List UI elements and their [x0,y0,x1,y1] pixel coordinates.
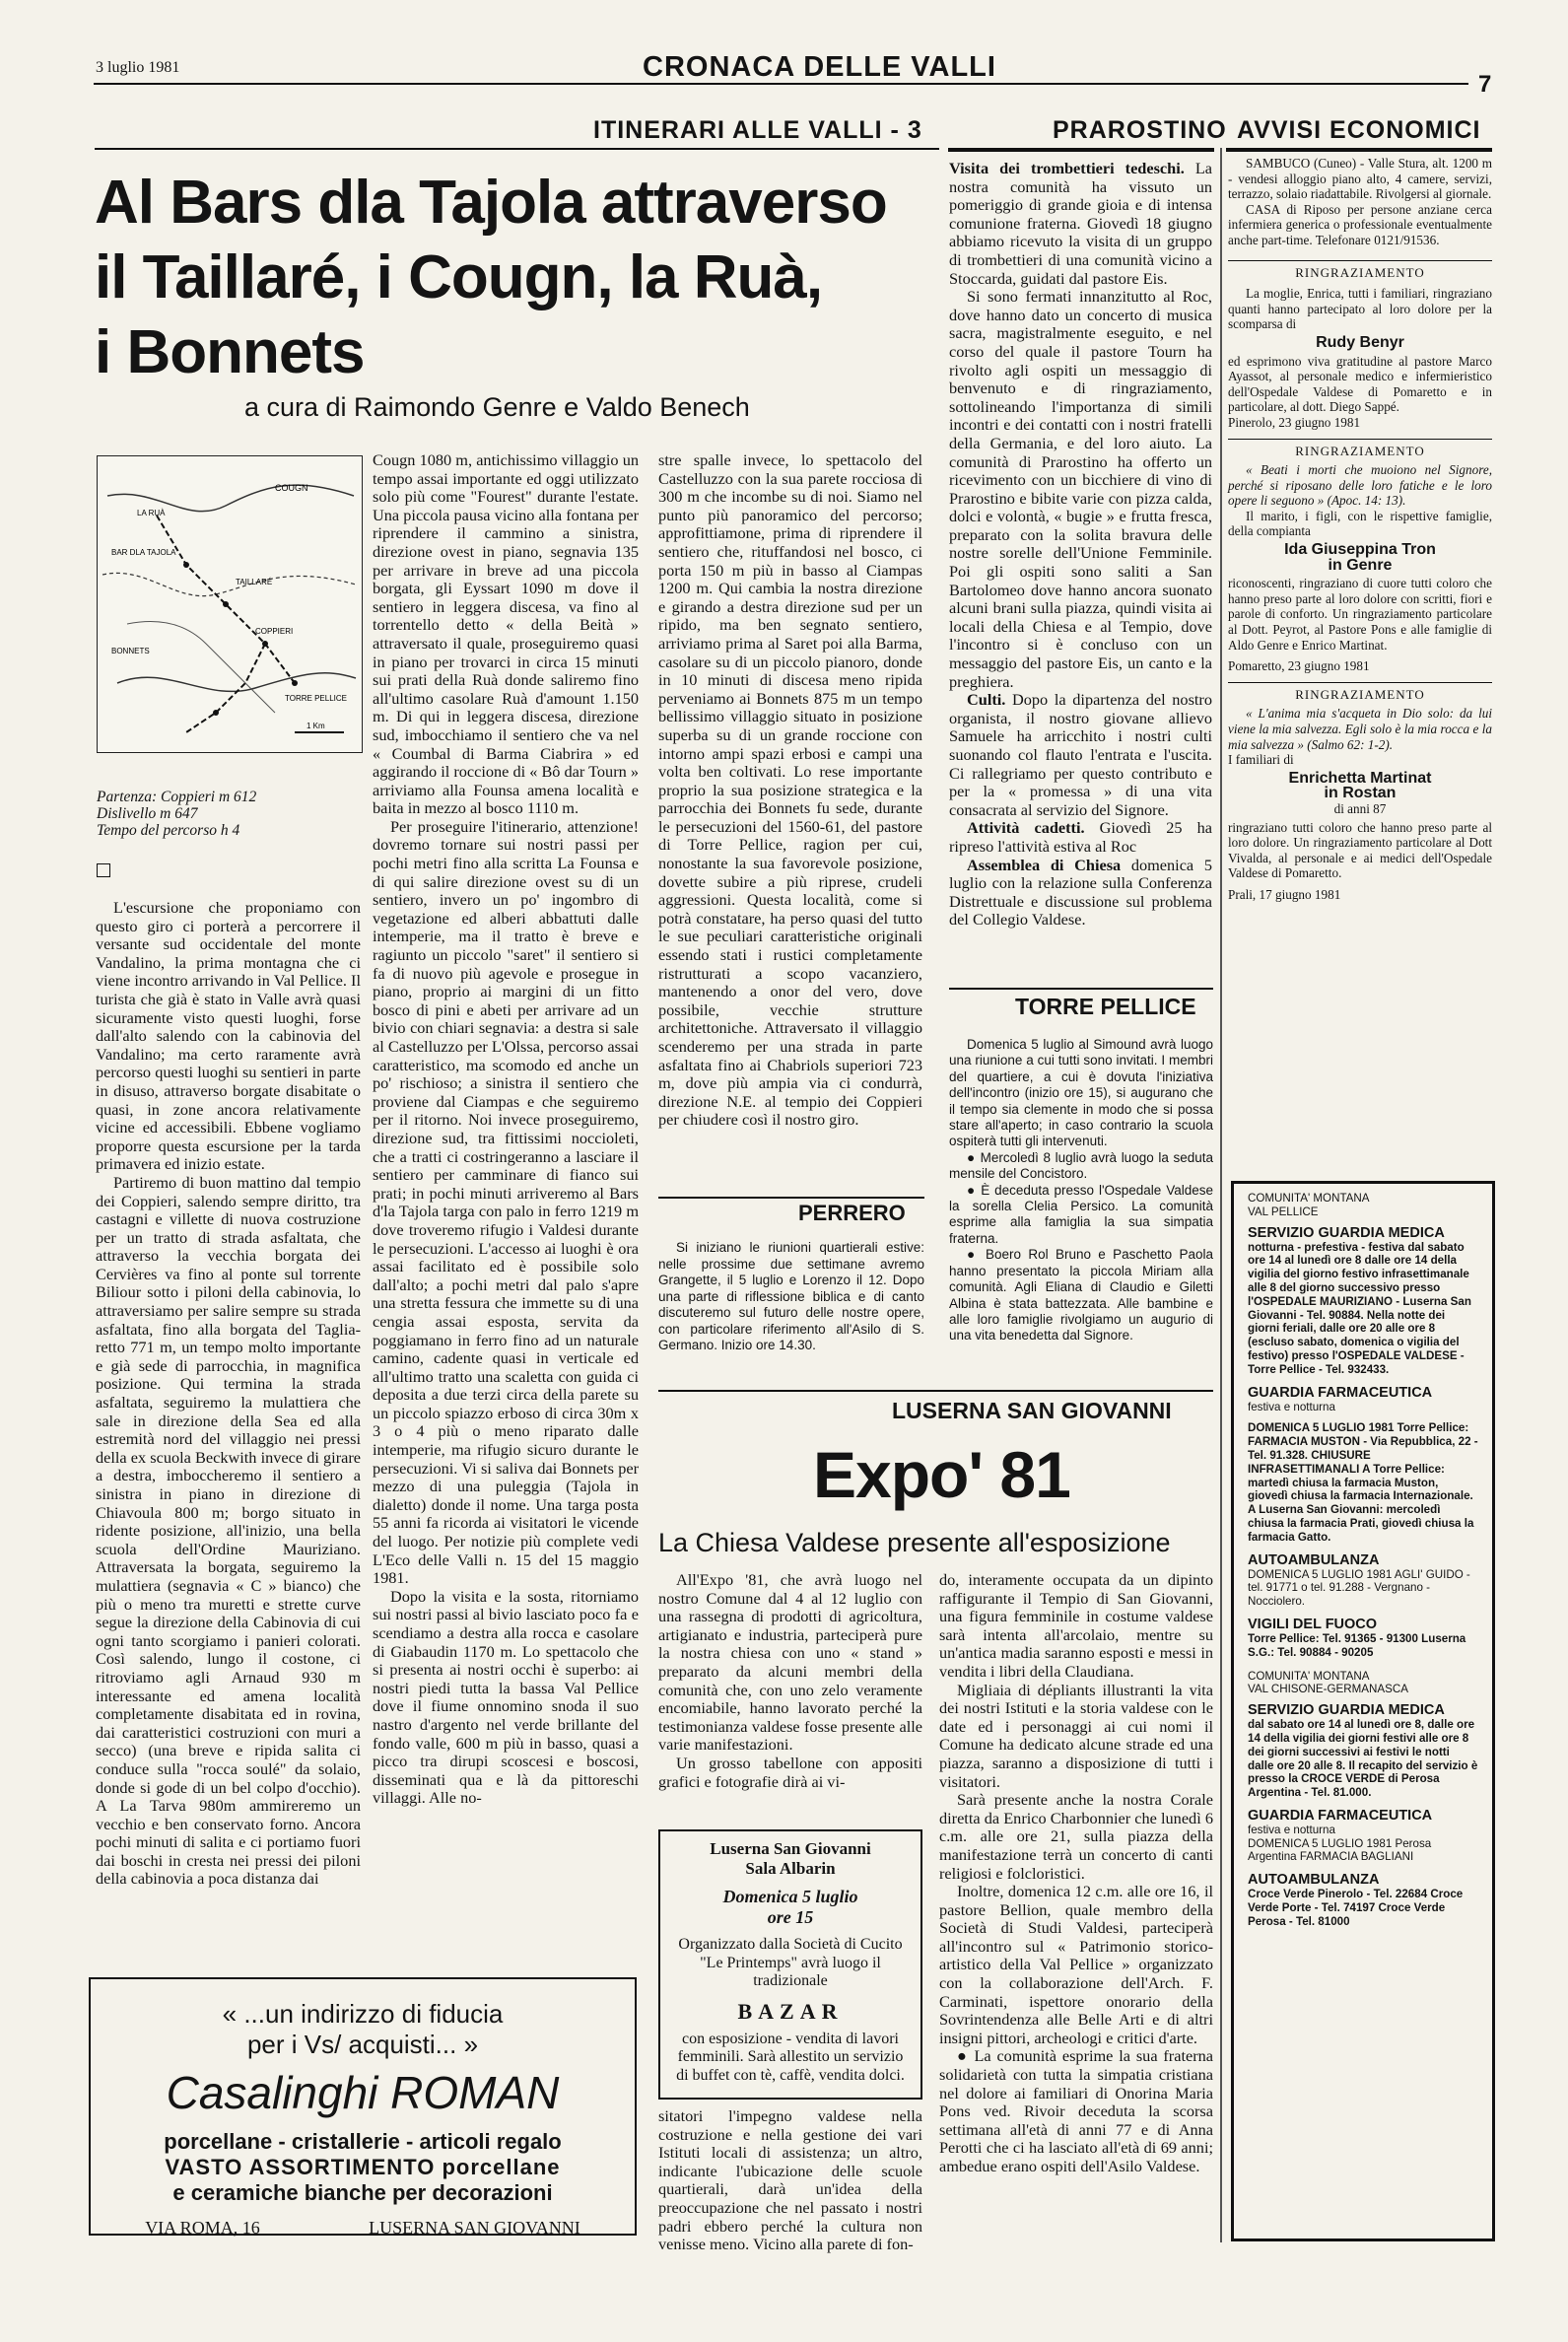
map-label: 1 Km [307,722,325,730]
service-body: Torre Pellice: Tel. 91365 - 91300 Luserna S.G.: Tel. 90884 - 90205 [1248,1631,1466,1659]
expo-column-2 [939,1571,1213,2241]
article-title-line: i Bonnets [95,318,365,386]
service-body: DOMENICA 5 LUGLIO 1981 Perosa Argentina FARMACIA BAGLIANI [1248,1836,1432,1864]
service-body: Croce Verde Pinerolo - Tel. 22684 Croce Verde Porte - Tel. 74197 Croce Verde Perosa - Tel. 81000 [1248,1888,1464,1928]
caption-line: Dislivello m 647 [97,805,198,822]
ad-line: VASTO ASSORTIMENTO porcellane [165,2155,561,2179]
article-column-3 [658,451,922,1201]
ringraziamento-intro: La moglie, Enrica, tutti i familiari, ringraziano quanti hanno partecipato al loro dolore per la scomparsa di [1228,286,1492,332]
route-map-drawing [98,456,362,752]
service-entry [1248,1552,1478,1609]
service-entry [1248,1872,1478,1928]
square-marker-icon [97,863,110,877]
service-title: SERVIZIO GUARDIA MEDICA [1248,1224,1445,1241]
services-inner [1234,1184,1492,1937]
expo-paragraph: sitatori l'impegno valdese nella costruzione e nella gestione dei vari Istituti locali di assistenza; un altro, indicante l'ubicazione delle scuole quartierali, darà un'idea della preoccupazione che nel passato i nostri padri ebbero perché la cultura non venisse meno. Vicino alla parete di fon- [658,2106,922,2254]
ad-tagline [91,1999,635,2060]
prarostino-column [949,160,1212,988]
services-header-line: COMUNITA' MONTANA [1248,1192,1370,1205]
map-label: COPPIERI [255,627,294,636]
expo-paragraph: ● La comunità esprime la sua fraterna solidarietà con tutta la simpatia cristiana nel dolore ai familiari di Onorina Maria Pons ved. Rivoir deceduta la scorsa settimana all'età di anni 77 e di Anna Perotti che ci ha lasciato all'età di 69 anni; ambedue erano ospiti dell'Asilo Valdese. [939,2046,1213,2175]
avviso-ad: CASA di Riposo per persone anziane cerca infermiera generica o professionale eventualmente anche part-time. Telefonare 0121/91536. [1228,201,1492,247]
article-title-line: Al Bars dla Tajola attraverso [95,169,887,237]
bazar-description: con esposizione - vendita di lavori femminili. Sarà allestito un servizio di buffet con tè, caffè, vendita dolci. [676,2030,905,2084]
map-label: TORRE PELLICE [285,694,347,703]
article-paragraph: Cougn 1080 m, antichissimo villaggio un tempo assai importante ed oggi utilizzato solo più come "Fourest" durante l'estate. Una piccola pausa vicino alla fontana per riprendere il cammino a sinistra, direzione ovest in piano, segnavia 135 per arrivare in breve ad una piccola borgata, gli Eyssart 1090 m dove il sentiero in leggera discesa, va fino al torrentello detto « della Beità » attraversato il quale, proseguiremo quasi in piano per trovarci in circa 15 minuti sui prati della Ruà donde saliremo fino all'ultimo casolare Ruà d'amount 1.150 m. Di qui in leggera discesa, direzione sud, imbocchiamo il sentiero che va nel « Coumbal di Barma Ciabrira » ed aggirando il roccione di « Bô dar Tourn » arriviamo alla Founsa amena località e baita in mezzo al bosco 1110 m. [373,450,639,818]
service-title: AUTOAMBULANZA [1248,1872,1380,1889]
deceased-name: Rudy Benyr [1316,333,1404,351]
service-entry [1248,1808,1478,1864]
header-rule-mid [948,148,1214,152]
section-avvisi: AVVISI ECONOMICI [1237,116,1481,144]
para-lead: Attività cadetti. [967,818,1085,838]
ringraziamento-text: ringraziano tutti coloro che hanno preso parte al loro dolore. Un ringraziamento particolare al Dott Vivalda, al personale e ai medici dell'Ospedale Valdese di Pomaretto. [1228,819,1492,881]
service-sub: festiva e notturna [1248,1823,1335,1836]
column-rule [1220,148,1222,2242]
ad-brand: Casalinghi ROMAN [166,2067,560,2118]
bazar-word: BAZAR [737,1998,844,2024]
ad-line: e ceramiche bianche per decorazioni [172,2180,553,2205]
section-itinerari: ITINERARI ALLE VALLI - 3 [593,116,922,144]
service-body: DOMENICA 5 LUGLIO 1981 AGLI' GUIDO - tel. 91771 o tel. 91.288 - Vergnano - Nocciolero. [1248,1567,1470,1609]
prarostino-paragraph [949,857,1212,930]
service-body: DOMENICA 5 LUGLIO 1981 Torre Pellice: FARMACIA MUSTON - Via Repubblica, 22 - Tel. 91.328. CHIUSURE INFRASETTIMANALI A Torre Pellice: martedì chiusa la farmacia Muston, giovedì chiusa la farmacia Internazionale. A Luserna San Giovanni: mercoledì chiusa la farmacia Prati, giovedì chiusa la farmacia Gatto. [1248,1421,1478,1544]
bazar-box [658,1829,922,2100]
service-title: VIGILI DEL FUOCO [1248,1616,1378,1632]
newspaper-name: CRONACA DELLE VALLI [643,51,996,83]
ad-address-row [91,2218,635,2239]
deceased-name: in Genre [1328,556,1393,574]
article-paragraph: Dopo la visita e la sosta, ritorniamo sui nostri passi al bivio lasciato poco fa e scendiamo a destra alla rocca e casolare di Giabaudin 1170 m. Lo spettacolo che si presenta ai nostri occhi è superbo: ai nostri piedi tutta la bassa Val Pellice dove il fiume onnomino snoda il suo nastro d'argento nel verde brillante del fondo valle, 600 m più in basso, quasi a picco tra dirupi scoscesi e boscosi, disseminati qua e là da pittoreschi villaggi. Alle no- [373,1586,639,1808]
expo-title: Expo' 81 [813,1438,1070,1511]
expo-column-1-end [658,2106,922,2254]
avvisi-divider [1228,260,1492,261]
ringraziamento-intro: I familiari di [1228,752,1294,768]
ringraziamento-head: RINGRAZIAMENTO [1295,264,1425,280]
services-box [1231,1181,1495,2241]
service-body: dal sabato ore 14 al lunedì ore 8, dalle ore 14 della vigilia dei giorni festivi alle ore 8 dei giorni successivi ai festivi le notti dalle ore 20 alle 8. Il recapito del servizio è presso la CROCE VERDE di Perosa Argentina - Tel. 81.000. [1248,1718,1478,1800]
map-caption [97,789,256,839]
article-column-2 [373,451,639,1944]
torre-paragraph: ● È deceduta presso l'Ospedale Valdese la sorella Clelia Persico. La comunità esprime alla famiglia la sua simpatia fraterna. [949,1182,1213,1246]
services-header-line: COMUNITA' MONTANA [1248,1669,1370,1683]
ad-tagline-line: per i Vs/ acquisti... » [246,2030,479,2059]
ad-tagline-line: « ...un indirizzo di fiducia [222,1999,504,2029]
service-title: GUARDIA FARMACEUTICA [1248,1384,1433,1401]
prarostino-paragraph [949,819,1212,856]
service-body: notturna - prefestiva - festiva dal sabato ore 14 al lunedì ore 8 dalle ore 14 della vigilia del giorno festivo infrasettimanale alle 8 del giorno successivo presso l'OSPEDALE MAURIZIANO - Luserna San Giovanni - Tel. 90884. Nella notte dei giorni feriali, dalle ore 20 alle ore 8 (escluso sabato, domenica o vigilia del festivo) presso l'OSPEDALE VALDESE - Torre Pellice - Tel. 932433. [1248,1240,1471,1376]
service-entry [1248,1385,1478,1545]
service-sub: festiva e notturna [1248,1400,1335,1413]
route-map [97,455,363,753]
para-text: Giovedì 25 ha ripreso l'attività estiva al Roc [949,818,1213,856]
ringraziamento-intro: Il marito, i figli, con le rispettive famiglie, della compianta [1228,508,1492,539]
bazar-organizer: Organizzato dalla Società di Cucito "Le Printemps" avrà luogo il tradizionale [678,1936,903,1989]
avvisi-divider [1228,439,1492,440]
caption-line: Partenza: Coppieri m 612 [97,789,257,805]
expo-paragraph: Migliaia di dépliants illustranti la vita dei nostri Istituti e la storia valdese con le date ed i personaggi ai cui nomi il Comune ha dedicato alcune strade ed una piazza, saranno a disposizione di tutti i visitatori. [939,1680,1213,1791]
section-luserna: LUSERNA SAN GIOVANNI [892,1398,1172,1423]
para-text: domenica 5 luglio con la relazione sulla Conferenza Distrettuale e discussione sul problema del Collegio Valdese. [949,855,1212,930]
ringraziamento-place: Prali, 17 giugno 1981 [1228,886,1341,902]
avviso-ad: SAMBUCO (Cuneo) - Valle Stura, alt. 1200 m - vendesi alloggio piano alto, 4 camere, servizi, terrazzo, solaio riadattabile. Rivolgersi al giornale. [1228,156,1492,202]
torre-column [949,1037,1213,1382]
service-entry [1248,1702,1478,1800]
deceased-name: Ida Giuseppina Tron [1284,541,1436,559]
expo-subtitle: La Chiesa Valdese presente all'esposizione [658,1528,1171,1557]
expo-column-1 [658,1571,922,1824]
torre-paragraph: ● Mercoledì 8 luglio avrà luogo la seduta mensile del Concistoro. [949,1149,1213,1182]
bazar-place [660,1839,920,1879]
ad-city: LUSERNA SAN GIOVANNI [369,2218,580,2238]
bazar-line: Sala Albarin [745,1859,836,1878]
ringraziamento-head: RINGRAZIAMENTO [1295,686,1425,702]
header-rule-right [1226,148,1492,152]
avvisi-divider [1228,682,1492,683]
caption-line: Tempo del percorso h 4 [97,822,240,839]
perrero-rule [658,1197,924,1199]
avvisi-column [1228,156,1492,1141]
map-label: LA RUÀ [137,509,166,517]
services-header [1248,1192,1478,1219]
para-lead: Visita dei trombettieri tedeschi. [949,159,1185,177]
perrero-paragraph: Si iniziano le riunioni quartierali estive: nelle prossime due settimane avremo Grangette, il 5 luglio e Lorenzo il 12. Dopo una parte di riflessione biblica e di canto discuteremo sul futuro delle nostre opere, con particolare riferimento all'Asilo di S. Germano. Inizio ore 14.30. [658,1240,924,1352]
ringraziamento-text: ed esprimono viva gratitudine al pastore Marco Ayassot, al personale medico e infermieristico dell'Ospedale Valdese di Pomaretto e in particolare, al dott. Diego Sappé. [1228,353,1492,415]
service-entry [1248,1617,1478,1660]
para-lead: Culti. [967,690,1006,710]
torre-paragraph: ● Boero Rol Bruno e Paschetto Paola hanno presentato la piccola Miriam alla comunità. Agli Eliana di Claudio e Giletti Albina è stata battezzata. Alle bambine e alle loro famiglie rivolgiamo un augurio di una vita benedetta dal Signore. [949,1247,1213,1343]
para-lead: Assemblea di Chiesa [967,855,1122,874]
ringraziamento-place: Pomaretto, 23 giugno 1981 [1228,658,1370,674]
article-column-1 [96,899,361,1928]
bazar-date-line: ore 15 [767,1907,814,1927]
torre-rule [949,988,1213,990]
section-prarostino: PRAROSTINO [1053,116,1227,144]
bazar-date [660,1887,920,1928]
article-paragraph: Partiremo di buon mattino dal tempio dei Coppieri, salendo sempre diritto, tra castagni e villette di nuova costruzione per un tratto di strada asfaltata, che attraverso la vecchia borgata dei Cervières va fino al ponte sul torrente Biliour sotto i piloni della cabinovia, lo attraversiamo per salire sempre su strada asfaltata, fino alla borgata del Taglia-retto 771 m, un tempo molto importante e già sede di parrocchia, in magnifica posizione. Qui termina la strada asfaltata, seguiremo la mulattiera che sale in direzione della Sea ed alla estremità nord del villaggio nei pressi della ex scuola Beckwith invece di girare a destra, imboccheremo il sentiero a sinistra in piano in direzione di Chiavoula 800 m; borgo situato in ridente posizione, all'inizio, una bella scuola dell'Ordine Mauriziano. Attraversata la borgata, seguiremo la mulattiera (segnavia « C » bianco) che più o meno tra muretti e strette curve segue la direzione della Cabinovia di cui ogni tanto scorgiamo i panieri colorati. Così salendo, lungo il costone, ci ritroviamo agli Arnaud 930 m interessante ed amena località completamente disabitata ed in rovina, dai caratteristici costruzioni con muri a secco) (una breve e ripida salita ci conduce sulla "rocca soulé" da solaio, donde si gode di un bel colpo d'occhio). A La Tarva 980m ammireremo un vecchio e ben conservato forno. Ancora pochi minuti di salita e ci portiamo fuori dai boschi in cresta nei pressi dei piloni della cabinovia a poca distanza dai [96,1172,361,1889]
map-label: BAR DLA TAJOLA [111,548,176,557]
service-title: GUARDIA FARMACEUTICA [1248,1807,1433,1824]
ad-line: porcellane - cristallerie - articoli regalo [164,2129,562,2154]
services-header-line: VAL PELLICE [1248,1205,1319,1218]
issue-date: 3 luglio 1981 [96,59,180,76]
article-title-line: il Taillaré, i Cougn, la Ruà, [95,243,823,311]
expo-paragraph: All'Expo '81, che avrà luogo nel nostro Comune dal 4 al 12 luglio con una rassegna di prodotti di agricoltura, artigianato e industria, parteciperà pure la nostra chiesa con uno « stand » preparato da alcuni membri della comunità che, con uno zelo veramente encomiabile, hanno lavorato perché la testimonianza valdese fosse presente alle varie manifestazioni. [658,1570,922,1755]
prarostino-paragraph [949,160,1212,288]
para-text: Si sono fermati innanzitutto al Roc, dove hanno dato un concerto di musica sacra, magistralmente eseguito, e nel corso del quale il pastore Tourn ha rivolto agli ospiti un messaggio di benvenuto e di ringraziamento, sottolineando l'importanza di simili incontri e dei contatti con i nostri fratelli della Germania, e del loro aiuto. La comunità di Prarostino ha offerto un ricevimento con un bicchiere di vino di Prarostino e bibite varie con pizza calda, dolci e volontà, « bugie » e frutta fresca, preparato con la solita bravura delle nostre sorelle dell'Unione Femminile. Poi gli ospiti sono saliti a San Bartolomeo dove hanno ancora suonato alcuni brani sulla piazza, quindi visita ai locali della Chiesa e al Tempio, dove l'incontro si è concluso con un messaggio del pastore Eis, un canto e la preghiera. [949,287,1212,691]
page-number: 7 [1478,71,1492,98]
masthead-rule [94,83,1468,85]
prarostino-paragraph [949,691,1212,819]
header-rule-left [95,148,939,150]
expo-paragraph: do, interamente occupata da un dipinto raffigurante il Tempio di San Giovanni, una figura femminile in costume valdese sarà intenta all'arcolaio, mentre su un'antica madia saranno esposti e messi in vendita i libri della Claudiana. [939,1570,1213,1681]
article-paragraph: L'escursione che proponiamo con questo giro ci porterà a percorrere il versante sud occidentale del monte Vandalino, la prima montagna che ci viene incontro arrivando in Val Pellice. Il turista che già è stato in Valle avrà quasi sicuramente visto questi luoghi, forse dall'alto salendo con la cabinovia del Vandalino; ma certo raramente avrà percorso questi luoghi su sentieri in parte in disuso, attraverso borgate disabitate o quasi, in zone ancora relativamente vicine ed accessibili. Ebbene vogliamo proporre questa escursione per la tarda primavera ed inizio estate. [96,898,361,1174]
expo-paragraph: Inoltre, domenica 12 c.m. alle ore 16, il pastore Bellion, quale membro della Società di Studi Valdesi, parteciperà all'incontro sul « Patrimonio storico-artistico della Val Pellice » organizzato con la collaborazione dell'Arch. F. Carminati, ispettore onorario della Sovrintendenza alle Belle Arti e di altri insigni pittori, archeologi e critici d'arte. [939,1882,1213,2047]
service-title: SERVIZIO GUARDIA MEDICA [1248,1702,1445,1719]
map-label: COUGN [275,483,308,493]
luserna-rule [658,1390,1213,1392]
ringraziamento-place: Pinerolo, 23 giugno 1981 [1228,414,1361,430]
article-paragraph: Per proseguire l'itinerario, attenzione! dovremo tornare sui nostri passi per pochi metri fino alla scritta La Founsa e di qui salire direzione ovest su di un sentiero, invero un po' ingombro di vegetazione ed alberi abbattuti dalle intemperie, ma il tratto è breve e ragiunto un piccolo "saret" il sentiero si fa di nuovo più agevole e prosegue in piano, proprio ai margini di un fitto bosco di pini e abeti per arrivare ad un bivio con chiari segnavia: a destra si sale al Castelluzzo per L'Olssa, percorso assai caratteristico, ma scomodo ed anche un po' rischioso; a sinistra il sentiero che proviene dal Ciampas e che seguiremo per il ritorno. Noi invece proseguiremo, direzione sud, tra fittissimi noccioleti, che a tratti ci costringeranno a lasciare il sentiero per camminare di fianco sui prati; in pochi minuti arriveremo al Bars d'la Tajola targa con palo in ferro 1219 m dove troveremo rifugio i Valdesi durante le persecuzioni. L'accesso ai luoghi è ora assai facilitato ed è possibile solo dall'alto; a pochi metri dal palo s'apre una stretta fessura che immette su di una cengia assai esposta, servita da poggiamano in ferro fino ad un naturale camino, cadente quasi in verticale ed all'ultimo tratto una scaletta con guida ci deposita a due terzi circa della parete su un piccolo spiazzo erboso di circa 30m x 3 o 4 più o meno riparato dalle intemperie, ma rifugio sicuro durante le persecuzioni. Vi si saliva dai Bonnets per mezzo di una puleggia (Tajola in dialetto) donde il nome. Una targa posta 55 anni fa ricorda ai visitatori le vicende del luogo. Per notizie più complete vedi L'Eco delle Valli n. 15 del 15 maggio 1981. [373,816,639,1588]
bazar-line: Luserna San Giovanni [710,1839,871,1858]
prarostino-paragraph [949,288,1212,691]
ringraziamento-text: riconoscenti, ringraziano di cuore tutti coloro che hanno preso parte al loro dolore con scritti, fiori e parole di conforto. Un ringraziamento particolare al Dott. Peyrot, al Pastore Pons e alle famiglie di Aldo Genre e Enrico Martinat. [1228,576,1492,653]
service-title: AUTOAMBULANZA [1248,1551,1380,1568]
article-title [95,166,887,390]
bazar-date-line: Domenica 5 luglio [722,1887,858,1906]
ringraziamento-quote: « L'anima mia s'acqueta in Dio solo: da lui viene la mia salvezza. Egli solo è la mia rocca e la mia salvezza » (Salmo 62: 1-2). [1228,706,1492,752]
article-paragraph: stre spalle invece, lo spettacolo del Castelluzzo con la sua parete rocciosa di 300 m che incombe su di noi. Siamo nel punto più panoramico del percorso; approfittiamone, prima di riprendere il sentiero che, rituffandosi nel bosco, ci porta 150 m più in basso al Ciampas 1200 m. Qui cambia la nostra direzione e girando a destra direzione sud per un ripido, ma ben segnato sentiero, arriviamo prima al Saret poi alla Barma, casolare su di un piccolo pianoro, donde in 10 minuti di discesa meno ripida perveniamo ai Bonnets 875 m un tempo bellissimo villaggio situato in posizione superba su di un grande roccione con intorno ampi spazi erbosi e campi una volta ben coltivati. Lo rese importante proprio la sua posizione strategica e la parrocchia dei Bonnets fu sede, durante le persecuzioni del 1560-61, del pastore di Torre Pellice, ragion per cui, nonostante la sua favorevole posizione, dovette subire a più riprese, crudeli aggressioni. Questa località, come si potrà constatare, ha perso quasi del tutto le sue peculiari caratteristiche originali essendo stati i rustici completamente ristrutturati a scopo vacanziero, mantenendo a onor del vero, dove possibile, vecchie strutture architettoniche. Attraversato il villaggio scenderemo per una strada in parte asfaltata fino ai Chabriols superiori 723 m, dove più ampia via ci condurrà, direzione N.E. al tempio dei Coppieri per chiudere così il nostro giro. [658,450,922,1130]
services-header [1248,1670,1478,1697]
ringraziamento-head: RINGRAZIAMENTO [1295,443,1425,458]
section-torre: TORRE PELLICE [1015,994,1196,1019]
perrero-text [658,1240,924,1378]
para-text: Dopo la dipartenza del nostro organista, il nostro giovane allievo Samuele ha arricchito i nostri culti suonando col flauto l'entrata e l'uscita. Ci rallegriamo per questo contributo e per la « promessa » di una vita consacrata al servizio del Signore. [949,690,1212,819]
ringraziamento-quote: « Beati i morti che muoiono nel Signore, perché si riposano delle loro fatiche e le loro opere li seguono » (Apoc. 14: 13). [1228,462,1492,509]
para-text: La nostra comunità ha vissuto un pomeriggio di grande gioia e di intensa comunione fraterna. Giovedì 18 giugno abbiamo ricevuto la visita di un gruppo di trombettieri di una comunità vicino a Stoccarda, guidati dal pastore Eis. [949,159,1212,288]
expo-paragraph: Un grosso tabellone con appositi grafici e fotografie dirà ai vi- [658,1753,922,1791]
deceased-name: Enrichetta Martinat [1288,769,1432,787]
deceased-age: di anni 87 [1333,800,1387,816]
roman-advertisement [89,1977,637,2236]
expo-paragraph: Sarà presente anche la nostra Corale diretta da Enrico Charbonnier che lunedì 6 c.m. alle ore 21, sulla piazza della manifestazione terrà un concerto di canti religiosi e folcloristici. [939,1790,1213,1883]
torre-paragraph: Domenica 5 luglio al Simound avrà luogo una riunione a cui tutti sono invitati. I membri del quartiere, a cui è dovuta l'iniziativa dell'incontro (inizio ore 15), si augurano che il tempo sia clemente in modo che si possa stare all'aperto; in caso contrario la scuola ospiterà tutti gli intervenuti. [949,1037,1213,1149]
section-perrero: PERRERO [798,1201,906,1225]
article-byline: a cura di Raimondo Genre e Valdo Benech [244,392,750,422]
ad-address: VIA ROMA, 16 [145,2218,260,2238]
map-label: BONNETS [111,647,150,655]
deceased-name: in Rostan [1324,785,1397,802]
services-header-line: VAL CHISONE-GERMANASCA [1248,1683,1408,1696]
map-label: TAILLARÉ [236,578,273,586]
service-entry [1248,1225,1478,1377]
